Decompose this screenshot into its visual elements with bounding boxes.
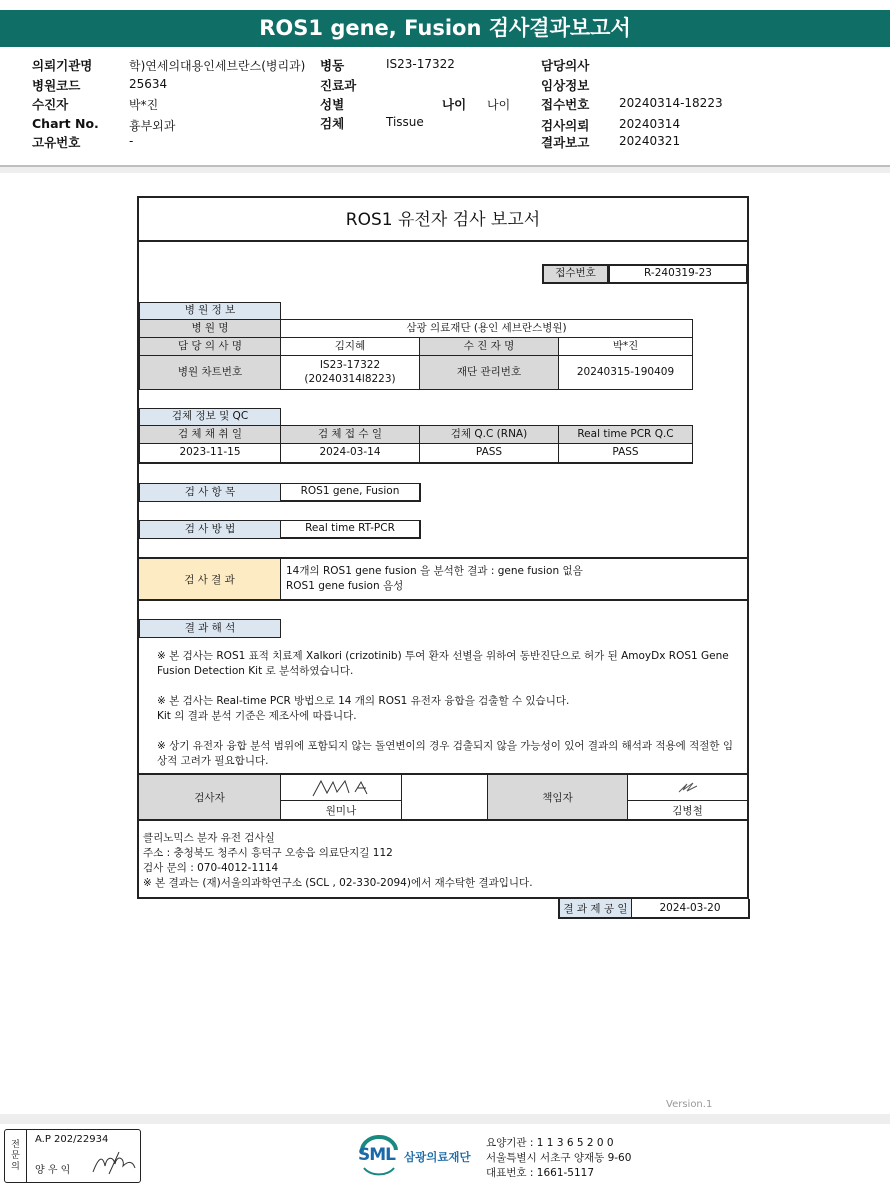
result-label: 검 사 결 과 (139, 559, 280, 599)
hospital-code-label: 병원코드 (32, 78, 81, 93)
doctor-label: 담당의사 (541, 58, 590, 73)
request-date-value: 20240314 (619, 117, 681, 131)
divider (280, 559, 281, 599)
supervisor-name: 김병철 (672, 804, 703, 817)
divider (401, 775, 402, 819)
tester-signature-icon (311, 778, 371, 798)
supervisor-signature-icon (673, 778, 703, 798)
chart-no-label: Chart No. (32, 116, 99, 131)
stamp-char: 문 (11, 1150, 20, 1161)
version-label: Version.1 (666, 1099, 713, 1110)
lab-name: 클리노믹스 분자 유전 검사실 (143, 832, 275, 844)
chart-no-value: 흉부외과 (129, 119, 176, 133)
request-info (0, 52, 890, 166)
tester-signature (281, 775, 401, 801)
stamp-char: 전 (11, 1139, 20, 1150)
interpretation-1: ※ 본 검사는 ROS1 표적 치료제 Xalkori (crizotinib) 투여 환자 선별을 위하여 동반진단으로 허가 된 AmoyDx ROS1 Gene Fusion Detection Kit 로 분석하였습니다. (157, 650, 729, 677)
spec-value: PASS (419, 443, 559, 464)
specimen-value: Tissue (386, 115, 424, 129)
lab-info (143, 831, 743, 891)
stamp-ap-number: A.P 202/22934 (35, 1134, 109, 1145)
result-date (558, 899, 750, 919)
unique-no-label: 고유번호 (32, 135, 81, 150)
divider-band (0, 1114, 890, 1124)
report-title-bar: ROS1 gene, Fusion 검사결과보고서 (0, 10, 890, 47)
organization-address: 서울특별시 서초구 양재동 9-60 (486, 1152, 632, 1164)
hospital-code-value: 25634 (129, 77, 168, 91)
ros1-report (137, 196, 749, 899)
pathologist-stamp (4, 1129, 141, 1183)
organization-phone: 대표번호 : 1661-5117 (486, 1167, 595, 1179)
doctor-value: 김지혜 (280, 337, 420, 356)
institution-label: 의뢰기관명 (32, 58, 93, 73)
doctor-label: 담 당 의 사 명 (139, 337, 281, 356)
department-label: 진료과 (320, 78, 357, 93)
chart-no-value (280, 355, 420, 390)
patient-label: 수진자 (32, 97, 69, 112)
receipt-label: 접수번호 (541, 97, 590, 112)
stamp-vertical-label (5, 1130, 27, 1182)
foundation-no-value: 20240315-190409 (558, 355, 693, 390)
report-date-label: 결과보고 (541, 135, 590, 150)
chart-no-label: 병원 차트번호 (139, 355, 281, 390)
spec-header: 검체 Q.C (RNA) (419, 425, 559, 444)
patient-name-value: 박*진 (558, 337, 693, 356)
spec-header: Real time PCR Q.C (558, 425, 693, 444)
specimen-label: 검체 (320, 116, 345, 131)
organization-info (486, 1136, 631, 1181)
test-item-label: 검 사 항 목 (139, 483, 281, 502)
interpretation-label: 결 과 해 석 (139, 619, 281, 638)
tester-label: 검사자 (139, 775, 280, 819)
request-date-label: 검사의뢰 (541, 118, 590, 133)
spec-value: PASS (558, 443, 693, 464)
ward-label: 병동 (320, 58, 345, 73)
interpretation-2b: Kit 의 결과 분석 기준은 제조사에 따릅니다. (157, 710, 357, 722)
spec-value: 2024-03-14 (280, 443, 420, 464)
institution-value: 학)연세의대용인세브란스(병리과) (129, 59, 306, 73)
test-item-value: ROS1 gene, Fusion (280, 483, 421, 502)
hospital-name-value: 삼광 의료재단 (용인 세브란스병원) (280, 319, 693, 338)
divider (139, 599, 747, 601)
report-date-value: 20240321 (619, 134, 681, 148)
result-text (286, 564, 583, 594)
age-label: 나이 (442, 97, 467, 112)
foundation-no-label: 재단 관리번호 (419, 355, 559, 390)
sml-logo-text: SML (358, 1145, 395, 1165)
hospital-section-label: 병 원 정 보 (139, 302, 281, 320)
method-label: 검 사 방 법 (139, 520, 281, 539)
hospital-name-label: 병 원 명 (139, 319, 281, 338)
clinical-info-label: 임상정보 (541, 78, 590, 93)
specimen-section-label: 검체 정보 및 QC (139, 408, 281, 426)
patient-value: 박*진 (129, 98, 159, 112)
interpretation-3: ※ 상기 유전자 융합 분석 범위에 포함되지 않는 돌연변이의 경우 검출되지 않을 가능성이 있어 결과의 해석과 적용에 적절한 임상적 고려가 필요합니다. (157, 740, 734, 767)
supervisor-signature (628, 775, 747, 801)
lab-note: ※ 본 결과는 (재)서울의과학연구소 (SCL , 02-330-2094)에서 재수탁한 결과입니다. (143, 877, 533, 889)
result-line1: 14개의 ROS1 gene fusion 을 분석한 결과 : gene fusion 없음 (286, 565, 583, 577)
spec-header: 검 체 채 취 일 (139, 425, 281, 444)
stamp-name: 양 우 익 (35, 1165, 71, 1176)
pathologist-signature-icon (89, 1150, 137, 1178)
divider-band (0, 167, 890, 173)
foundation-name: 삼광의료재단 (404, 1150, 471, 1164)
result-date-value: 2024-03-20 (659, 902, 721, 914)
sex-label: 성별 (320, 97, 345, 112)
receipt-no-value: R-240319-23 (608, 264, 748, 284)
age-value: 나이 (487, 98, 511, 112)
result-line2: ROS1 gene fusion 음성 (286, 580, 404, 592)
spec-header: 검 체 접 수 일 (280, 425, 420, 444)
receipt-no-label: 접수번호 (542, 264, 609, 284)
lab-phone: 검사 문의 : 070-4012-1114 (143, 862, 279, 874)
supervisor-label: 책임자 (488, 775, 627, 819)
tester-name: 원미나 (325, 804, 357, 817)
report-heading: ROS1 유전자 검사 보고서 (139, 198, 747, 242)
sml-logo (356, 1134, 476, 1178)
method-value: Real time RT-PCR (280, 520, 421, 539)
result-date-label: 결 과 제 공 일 (560, 899, 632, 917)
unique-no-value: - (129, 134, 134, 148)
interpretation-text (157, 649, 735, 784)
chart-no-line2: (20240314l8223) (304, 372, 396, 385)
interpretation-2a: ※ 본 검사는 Real-time PCR 방법으로 14 개의 ROS1 유전자 융합을 검출할 수 있습니다. (157, 695, 570, 707)
receipt-value: 20240314-18223 (619, 96, 723, 110)
chart-no-line1: IS23-17322 (319, 358, 381, 371)
divider (139, 819, 747, 821)
lab-address: 주소 : 충청북도 청주시 흥덕구 오송읍 의료단지길 112 (143, 847, 393, 859)
ward-value: IS23-17322 (386, 57, 455, 71)
stamp-char: 의 (11, 1161, 20, 1172)
organization-code: 요양기관 : 1 1 3 6 5 2 0 0 (486, 1137, 614, 1149)
patient-name-label: 수 진 자 명 (419, 337, 559, 356)
spec-value: 2023-11-15 (139, 443, 281, 464)
